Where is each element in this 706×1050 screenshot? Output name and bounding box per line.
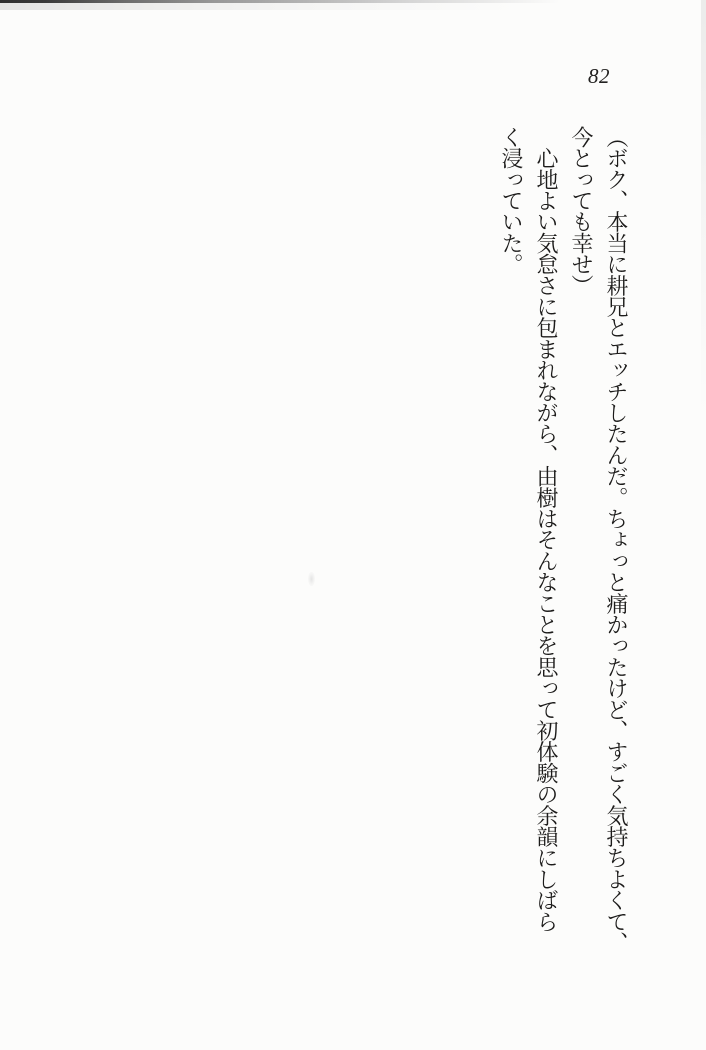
- body-text: [493, 126, 633, 966]
- scan-edge-top-soft-artifact: [0, 3, 520, 10]
- scan-smudge-artifact: [308, 572, 315, 586]
- text-line-1: （ボク、本当に耕兄とエッチしたんだ。ちょっと痛かったけど、すごく気持ちよくて、: [603, 126, 628, 953]
- page-number: 82: [588, 64, 610, 88]
- text-line-3: 心地よい気怠さに包まれながら、由樹はそんなことを思って初体験の余韻にしばら: [533, 126, 558, 932]
- text-line-4: く浸っていた。: [498, 126, 523, 275]
- text-line-2: 今とっても幸せ）: [568, 126, 593, 296]
- scan-edge-right-artifact: [701, 0, 706, 420]
